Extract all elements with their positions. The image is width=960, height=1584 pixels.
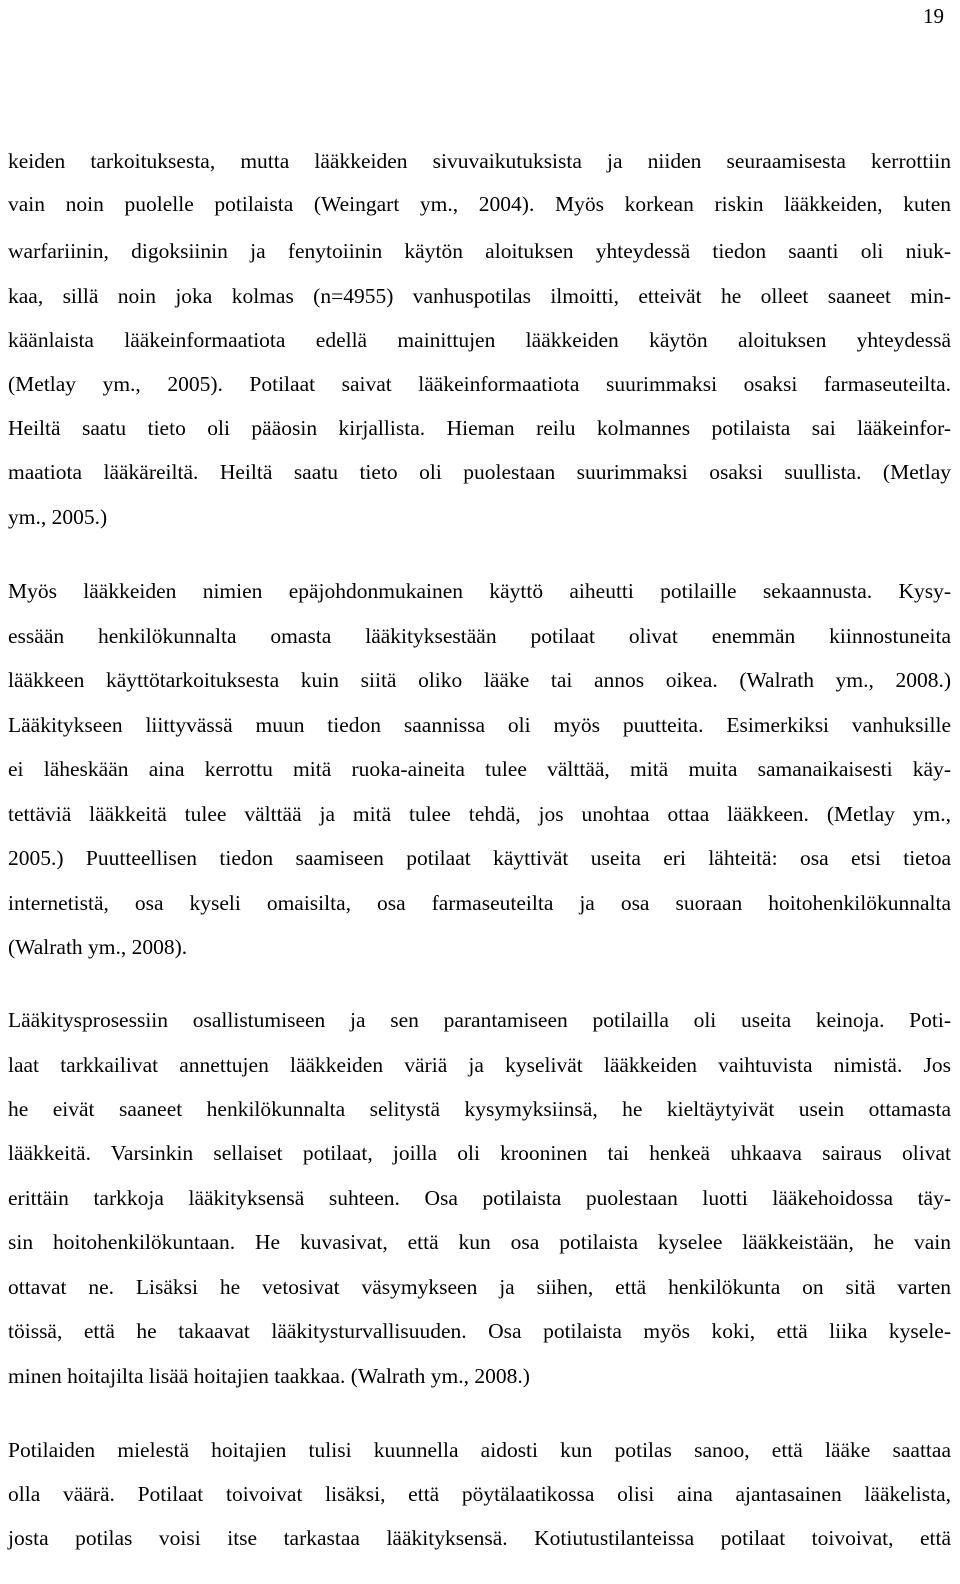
text-line: lääkkeen käyttötarkoituksesta kuin siitä oliko lääke tai annos oikea. (Walrath ym., 2008.): [8, 668, 951, 692]
text-line: Lääkitysprosessiin osallistumiseen ja sen parantamiseen potilailla oli useita keinoja. Poti-: [8, 1008, 951, 1032]
text-line: lääkkeitä. Varsinkin sellaiset potilaat, joilla oli krooninen tai henkeä uhkaava sairaus olivat: [8, 1141, 951, 1165]
text-line: (Walrath ym., 2008).: [8, 935, 188, 959]
text-line: kaa, sillä noin joka kolmas (n=4955) vanhuspotilas ilmoitti, etteivät he olleet saaneet min-: [8, 284, 951, 308]
text-line: ottavat ne. Lisäksi he vetosivat väsymykseen ja siihen, että henkilökunta on sitä varten: [8, 1275, 951, 1299]
text-line: töissä, että he takaavat lääkitysturvallisuuden. Osa potilaista myös koki, että liika kysele-: [8, 1319, 951, 1343]
page-number: 19: [923, 4, 944, 28]
text-line: (Metlay ym., 2005). Potilaat saivat lääkeinformaatiota suurimmaksi osaksi farmaseuteilta.: [8, 372, 951, 396]
text-line: minen hoitajilta lisää hoitajien taakkaa. (Walrath ym., 2008.): [8, 1364, 530, 1388]
text-line: maatiota lääkäreiltä. Heiltä saatu tieto oli puolestaan suurimmaksi osaksi suullista. (Metlay: [8, 460, 951, 484]
text-line: laat tarkkailivat annettujen lääkkeiden väriä ja kyselivät lääkkeiden vaihtuvista nimistä. Jos: [8, 1053, 951, 1077]
text-line: he eivät saaneet henkilökunnalta selitystä kysymyksiinsä, he kieltäytyivät usein ottamasta: [8, 1097, 951, 1121]
text-line: Lääkitykseen liittyvässä muun tiedon saannissa oli myös puutteita. Esimerkiksi vanhuksille: [8, 713, 951, 737]
text-line: warfariinin, digoksiinin ja fenytoiinin käytön aloituksen yhteydessä tiedon saanti oli niuk-: [8, 239, 951, 263]
text-line: tettäviä lääkkeitä tulee välttää ja mitä tulee tehdä, jos unohtaa ottaa lääkkeen. (Metlay ym.,: [8, 802, 951, 826]
text-line: Potilaiden mielestä hoitajien tulisi kuunnella aidosti kun potilas sanoo, että lääke saattaa: [8, 1438, 951, 1462]
text-line: olla väärä. Potilaat toivoivat lisäksi, että pöytälaatikossa olisi aina ajantasainen lääkelista,: [8, 1482, 951, 1506]
text-line: Heiltä saatu tieto oli pääosin kirjallista. Hieman reilu kolmannes potilaista sai lääkeinfor-: [8, 416, 951, 440]
text-line: sin hoitohenkilökuntaan. He kuvasivat, että kun osa potilaista kyselee lääkkeistään, he vain: [8, 1230, 951, 1254]
text-line: erittäin tarkkoja lääkityksensä suhteen. Osa potilaista puolestaan luotti lääkehoidossa täy-: [8, 1186, 951, 1210]
text-line: 2005.) Puutteellisen tiedon saamiseen potilaat käyttivät useita eri lähteitä: osa etsi tietoa: [8, 846, 951, 870]
text-line: internetistä, osa kyseli omaisilta, osa farmaseuteilta ja osa suoraan hoitohenkilökunnalta: [8, 891, 951, 915]
text-line: ei läheskään aina kerrottu mitä ruoka-aineita tulee välttää, mitä muita samanaikaisesti käy-: [8, 757, 951, 781]
text-line: keiden tarkoituksesta, mutta lääkkeiden sivuvaikutuksista ja niiden seuraamisesta kerrottiin: [8, 149, 951, 173]
text-line: josta potilas voisi itse tarkastaa lääkityksensä. Kotiutustilanteissa potilaat toivoivat, että: [8, 1526, 951, 1550]
text-line: Myös lääkkeiden nimien epäjohdonmukainen käyttö aiheutti potilaille sekaannusta. Kysy-: [8, 579, 951, 603]
text-line: essään henkilökunnalta omasta lääkityksestään potilaat olivat enemmän kiinnostuneita: [8, 624, 951, 648]
text-line: käänlaista lääkeinformaatiota edellä mainittujen lääkkeiden käytön aloituksen yhteydessä: [8, 328, 951, 352]
text-line: vain noin puolelle potilaista (Weingart ym., 2004). Myös korkean riskin lääkkeiden, kuten: [8, 192, 951, 216]
text-line: ym., 2005.): [8, 505, 108, 529]
